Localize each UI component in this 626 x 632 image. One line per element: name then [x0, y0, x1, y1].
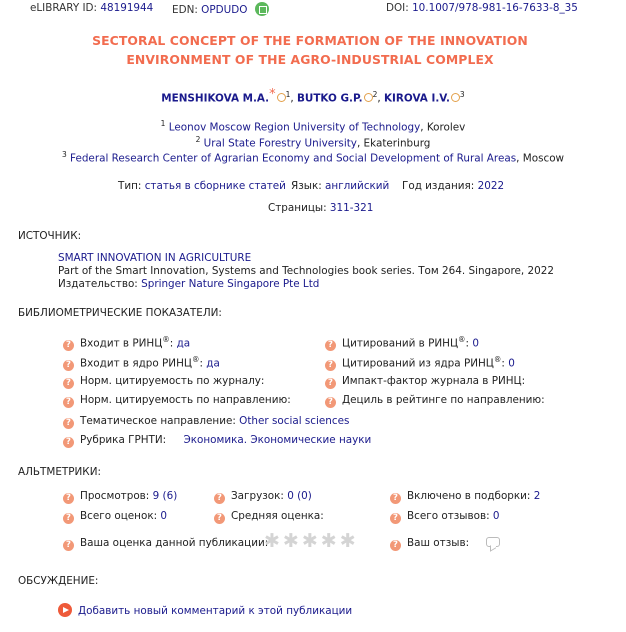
- qr-code-icon[interactable]: [255, 2, 269, 16]
- help-icon[interactable]: ?: [63, 437, 74, 448]
- your-rating-row: ? Ваша оценка данной публикации:: [63, 537, 268, 551]
- help-icon[interactable]: ?: [63, 340, 74, 351]
- grnti-row: ? Рубрика ГРНТИ: Экономика. Экономические науки: [63, 434, 371, 448]
- decile-row: ? Дециль в рейтинге по направлению:: [325, 394, 545, 408]
- help-icon[interactable]: ?: [390, 540, 401, 551]
- help-icon[interactable]: ?: [325, 360, 336, 371]
- help-icon[interactable]: ?: [325, 340, 336, 351]
- star-icon[interactable]: ✱: [320, 530, 337, 552]
- core-row: ? Входит в ядро РИНЦ®: да: [63, 355, 220, 371]
- source-title: [58, 252, 251, 264]
- person-icon[interactable]: [451, 93, 460, 102]
- edn-link[interactable]: OPDUDO: [201, 4, 248, 16]
- help-icon[interactable]: ?: [63, 493, 74, 504]
- help-icon[interactable]: ?: [214, 493, 225, 504]
- star-icon[interactable]: ✱: [282, 530, 299, 552]
- person-icon[interactable]: [364, 93, 373, 102]
- discussion-heading: ОБСУЖДЕНИЕ:: [18, 575, 99, 587]
- help-icon[interactable]: ?: [325, 397, 336, 408]
- help-icon[interactable]: ?: [63, 397, 74, 408]
- publisher-link[interactable]: Springer Nature Singapore Pte Ltd: [141, 278, 320, 290]
- help-icon[interactable]: ?: [63, 540, 74, 551]
- reviews-row: ? Всего отзывов: 0: [390, 510, 500, 524]
- year-link[interactable]: 2022: [477, 180, 505, 192]
- pages: Страницы: 311-321: [268, 202, 374, 214]
- add-comment-link[interactable]: Добавить новый комментарий к этой публикации: [78, 605, 353, 617]
- help-icon[interactable]: ?: [63, 418, 74, 429]
- core-value[interactable]: да: [206, 357, 220, 370]
- source-title-link[interactable]: SMART INNOVATION IN AGRICULTURE: [58, 252, 252, 264]
- help-icon[interactable]: ?: [325, 378, 336, 389]
- downloads-row: ? Загрузок: 0 (0): [214, 490, 312, 504]
- collections-value[interactable]: 2: [533, 490, 541, 502]
- cit-core-value[interactable]: 0: [508, 357, 515, 370]
- help-icon[interactable]: ?: [63, 513, 74, 524]
- rating-stars[interactable]: [264, 530, 359, 552]
- add-comment[interactable]: [58, 603, 352, 617]
- elibrary-id-link[interactable]: 48191944: [100, 2, 154, 14]
- collections-row: ? Включено в подборки: 2: [390, 490, 540, 504]
- publisher: Издательство: Springer Nature Singapore Pte Ltd: [58, 278, 320, 290]
- rinc-value[interactable]: да: [176, 337, 191, 350]
- help-icon[interactable]: ?: [63, 378, 74, 389]
- edn: EDN: OPDUDO: [172, 2, 269, 16]
- affiliation: $^1$ Leonov Moscow Region University of Technology, Korolev: [160, 119, 466, 134]
- authors: MENSHIKOVA M.A.* $^1$, BUTKO G.P. $^2$, KIROVA I.V. $^3$: [161, 87, 465, 105]
- cit-core-row: ? Цитирований из ядра РИНЦ®: 0: [325, 355, 515, 371]
- source-heading: ИСТОЧНИК:: [18, 230, 82, 242]
- thematic-row: ? Тематическое направление: Other social sciences: [63, 415, 349, 429]
- type-link[interactable]: статья в сборнике статей: [144, 180, 286, 192]
- avg-row: ? Средняя оценка:: [214, 510, 324, 524]
- biblio-heading: БИБЛИОМЕТРИЧЕСКИЕ ПОКАЗАТЕЛИ:: [18, 307, 222, 319]
- rinc-row: ? Входит в РИНЦ®: да: [63, 335, 190, 351]
- affiliation: $^3$ Federal Research Center of Agrarian Economy and Social Development of Rural Areas, Moscow: [61, 150, 565, 165]
- language: Язык: английский: [291, 180, 390, 192]
- reviews-value[interactable]: 0: [492, 510, 500, 522]
- grnti-link[interactable]: Экономика. Экономические науки: [183, 434, 372, 446]
- views-value[interactable]: 9 (6): [152, 490, 178, 502]
- journal-norm-row: ? Норм. цитируемость по журналу:: [63, 375, 264, 389]
- thematic-link[interactable]: Other social sciences: [239, 415, 350, 427]
- star-icon[interactable]: ✱: [339, 530, 356, 552]
- year: Год издания: 2022: [402, 180, 505, 192]
- language-link[interactable]: английский: [325, 180, 390, 192]
- ratings-value[interactable]: 0: [160, 510, 168, 522]
- comment-bubble-icon[interactable]: [486, 537, 500, 547]
- help-icon[interactable]: ?: [63, 360, 74, 371]
- ratings-row: ? Всего оценок: 0: [63, 510, 167, 524]
- help-icon[interactable]: ?: [214, 513, 225, 524]
- affiliation: $^2$ Ural State Forestry University, Ekaterinburg: [195, 135, 431, 150]
- help-icon[interactable]: ?: [390, 493, 401, 504]
- cit-rinc-row: ? Цитирований в РИНЦ®: 0: [325, 335, 479, 351]
- alt-heading: АЛЬТМЕТРИКИ:: [18, 466, 101, 478]
- cit-rinc-value[interactable]: 0: [472, 337, 479, 350]
- your-review-row: ? Ваш отзыв:: [390, 537, 500, 551]
- play-icon[interactable]: [58, 603, 72, 617]
- source-series: Part of the Smart Innovation, Systems and Technologies book series. Том 264. Singapore, 2022: [58, 265, 554, 277]
- corresponding-star-icon: *: [269, 87, 276, 102]
- help-icon[interactable]: ?: [390, 513, 401, 524]
- star-icon[interactable]: ✱: [301, 530, 318, 552]
- star-icon[interactable]: ✱: [264, 530, 280, 552]
- pages-value: 311-321: [329, 202, 374, 214]
- publication-type: Тип: статья в сборнике статей: [118, 180, 286, 192]
- article-title: SECTORAL CONCEPT OF THE FORMATION OF THE INNOVATION ENVIRONMENT OF THE AGRO-INDUSTRIAL COMPLEX: [92, 33, 528, 67]
- affiliation-link[interactable]: Federal Research Center of Agrarian Economy and Social Development of Rural Areas: [70, 152, 517, 165]
- views-row: ? Просмотров: 9 (6): [63, 490, 177, 504]
- doi: DOI: 10.1007/978-981-16-7633-8_35: [386, 2, 578, 14]
- author-link[interactable]: BUTKO G.P.: [296, 92, 363, 105]
- impact-row: ? Импакт-фактор журнала в РИНЦ:: [325, 375, 525, 389]
- author-link[interactable]: MENSHIKOVA M.A.: [161, 92, 270, 105]
- downloads-value[interactable]: 0 (0): [287, 490, 312, 502]
- person-icon[interactable]: [277, 93, 286, 102]
- doi-link[interactable]: 10.1007/978-981-16-7633-8_35: [412, 2, 578, 14]
- direction-norm-row: ? Норм. цитируемость по направлению:: [63, 394, 291, 408]
- elibrary-id: eLIBRARY ID: 48191944: [30, 2, 154, 14]
- affiliation-link[interactable]: Leonov Moscow Region University of Technology: [168, 121, 421, 134]
- affiliation-link[interactable]: Ural State Forestry University: [203, 137, 357, 150]
- author-link[interactable]: KIROVA I.V.: [383, 92, 450, 105]
